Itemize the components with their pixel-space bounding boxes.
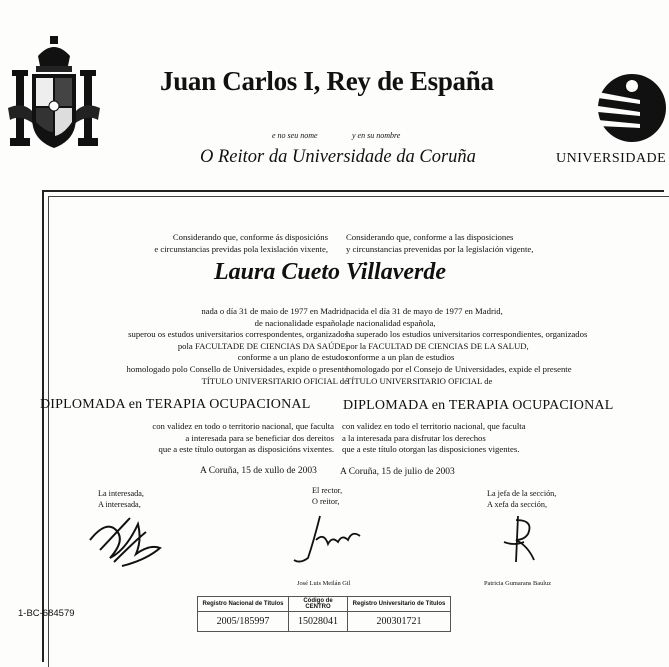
body-es-line: ha superado los estudios universitarios correspondientes, organizados	[346, 329, 588, 340]
validity-galician	[152, 421, 334, 456]
document-title: Juan Carlos I, Rey de España	[160, 66, 494, 96]
validity-spanish	[342, 421, 526, 456]
coat-of-arms-emblem	[6, 36, 102, 154]
rector-caption-line: El rector,	[312, 486, 343, 495]
body-gl-line: nada o día 31 de maio de 1977 en Madrid,	[201, 306, 348, 316]
body-spanish	[346, 306, 587, 387]
holder-signature-mark	[86, 510, 166, 572]
issuer-line: O Reitor da Universidade da Coruña	[200, 147, 476, 167]
chief-caption-line: La jefa de la sección,	[487, 489, 557, 498]
registry-header: Registro Nacional de Títulos	[198, 597, 289, 612]
chief-name: Patricia Gumarans Bauluz	[484, 580, 552, 587]
body-gl-line: de nacionalidade española,	[254, 317, 348, 328]
holder-caption-line: La interesada,	[98, 489, 144, 498]
chief-signature-mark	[498, 512, 546, 568]
body-gl-line: conforme a un plano de estudos	[237, 352, 348, 363]
preamble-gl-line: e circunstancias previdas pola lexislación vixente,	[154, 243, 328, 254]
degree-spanish: DIPLOMADA en TERAPIA OCUPACIONAL	[343, 398, 614, 413]
recipient-name: Laura Cueto Villaverde	[214, 259, 447, 285]
preamble-spanish	[346, 232, 533, 255]
body-gl-line: homologado polo Consello de Universidades, expide o presente	[126, 363, 348, 374]
preamble-es-line: y circunstancias prevenidas por la legislación vigente,	[346, 243, 534, 254]
serial-number: 1-BC-684579	[18, 608, 75, 619]
body-es-line: nacida el día 31 de mayo de 1977 en Madrid,	[346, 306, 503, 316]
validity-gl-line: con validez en todo o territorio nacional, que faculta	[152, 421, 334, 431]
validity-gl-line: a interesada para se beneficiar dos dereitos	[185, 432, 334, 443]
body-gl-line: pola FACULTADE DE CIENCIAS DA SAÚDE,	[177, 340, 348, 351]
chief-caption-line: A xefa da sección,	[487, 500, 548, 509]
validity-es-line: que a este título otorgan las disposiciones vigentes.	[342, 444, 520, 455]
rector-signature-caption	[312, 485, 342, 507]
chief-signature-caption	[487, 488, 556, 510]
validity-es-line: con validez en todo el territorio nacional, que faculta	[342, 421, 526, 431]
body-es-line: TÍTULO UNIVERSITARIO OFICIAL de	[346, 375, 493, 386]
body-gl-line: TÍTULO UNIVERSITARIO OFICIAL de	[201, 375, 348, 386]
body-es-line: por la FACULTAD DE CIENCIAS DE LA SALUD,	[346, 340, 529, 351]
body-es-line: de nacionalidad española,	[346, 317, 436, 328]
body-es-line: conforme a un plan de estudios	[346, 352, 455, 363]
validity-es-line: a la interesada para disfrutar los derechos	[342, 432, 486, 443]
preamble-galician	[154, 232, 328, 255]
registry-header: Código de CENTRO	[289, 597, 348, 612]
caption-galician: e no seu nome	[272, 131, 318, 140]
rector-caption-line: O reitor,	[312, 497, 340, 506]
registry-table	[197, 596, 451, 632]
rector-name: José Luis Meilán Gil	[297, 580, 351, 587]
university-logo-emblem	[592, 72, 640, 144]
preamble-es-line: Considerando que, conforme a las disposiciones	[346, 232, 514, 242]
rector-signature-mark	[290, 510, 364, 566]
registry-value: 200301721	[348, 612, 451, 632]
caption-spanish: y en su nombre	[352, 131, 401, 140]
university-label: UNIVERSIDADE	[556, 151, 667, 166]
registry-value: 15028041	[289, 612, 348, 632]
body-galician	[127, 306, 349, 387]
body-es-line: homologado por el Consejo de Universidades, expide el presente	[346, 363, 572, 374]
holder-signature-caption	[98, 488, 144, 510]
registry-value: 2005/185997	[198, 612, 289, 632]
holder-caption-line: A interesada,	[98, 500, 141, 509]
registry-header: Registro Universitario de Títulos	[348, 597, 451, 612]
degree-galician: DIPLOMADA en TERAPIA OCUPACIONAL	[40, 397, 311, 412]
body-gl-line: superou os estudos universitarios correspondentes, organizados	[128, 329, 348, 340]
validity-gl-line: que a este título outorgan as disposicións vixentes.	[158, 444, 334, 455]
preamble-gl-line: Considerando que, conforme ás disposicións	[172, 232, 328, 242]
date-galician: A Coruña, 15 de xullo de 2003	[200, 466, 317, 476]
date-spanish: A Coruña, 15 de julio de 2003	[340, 467, 455, 477]
